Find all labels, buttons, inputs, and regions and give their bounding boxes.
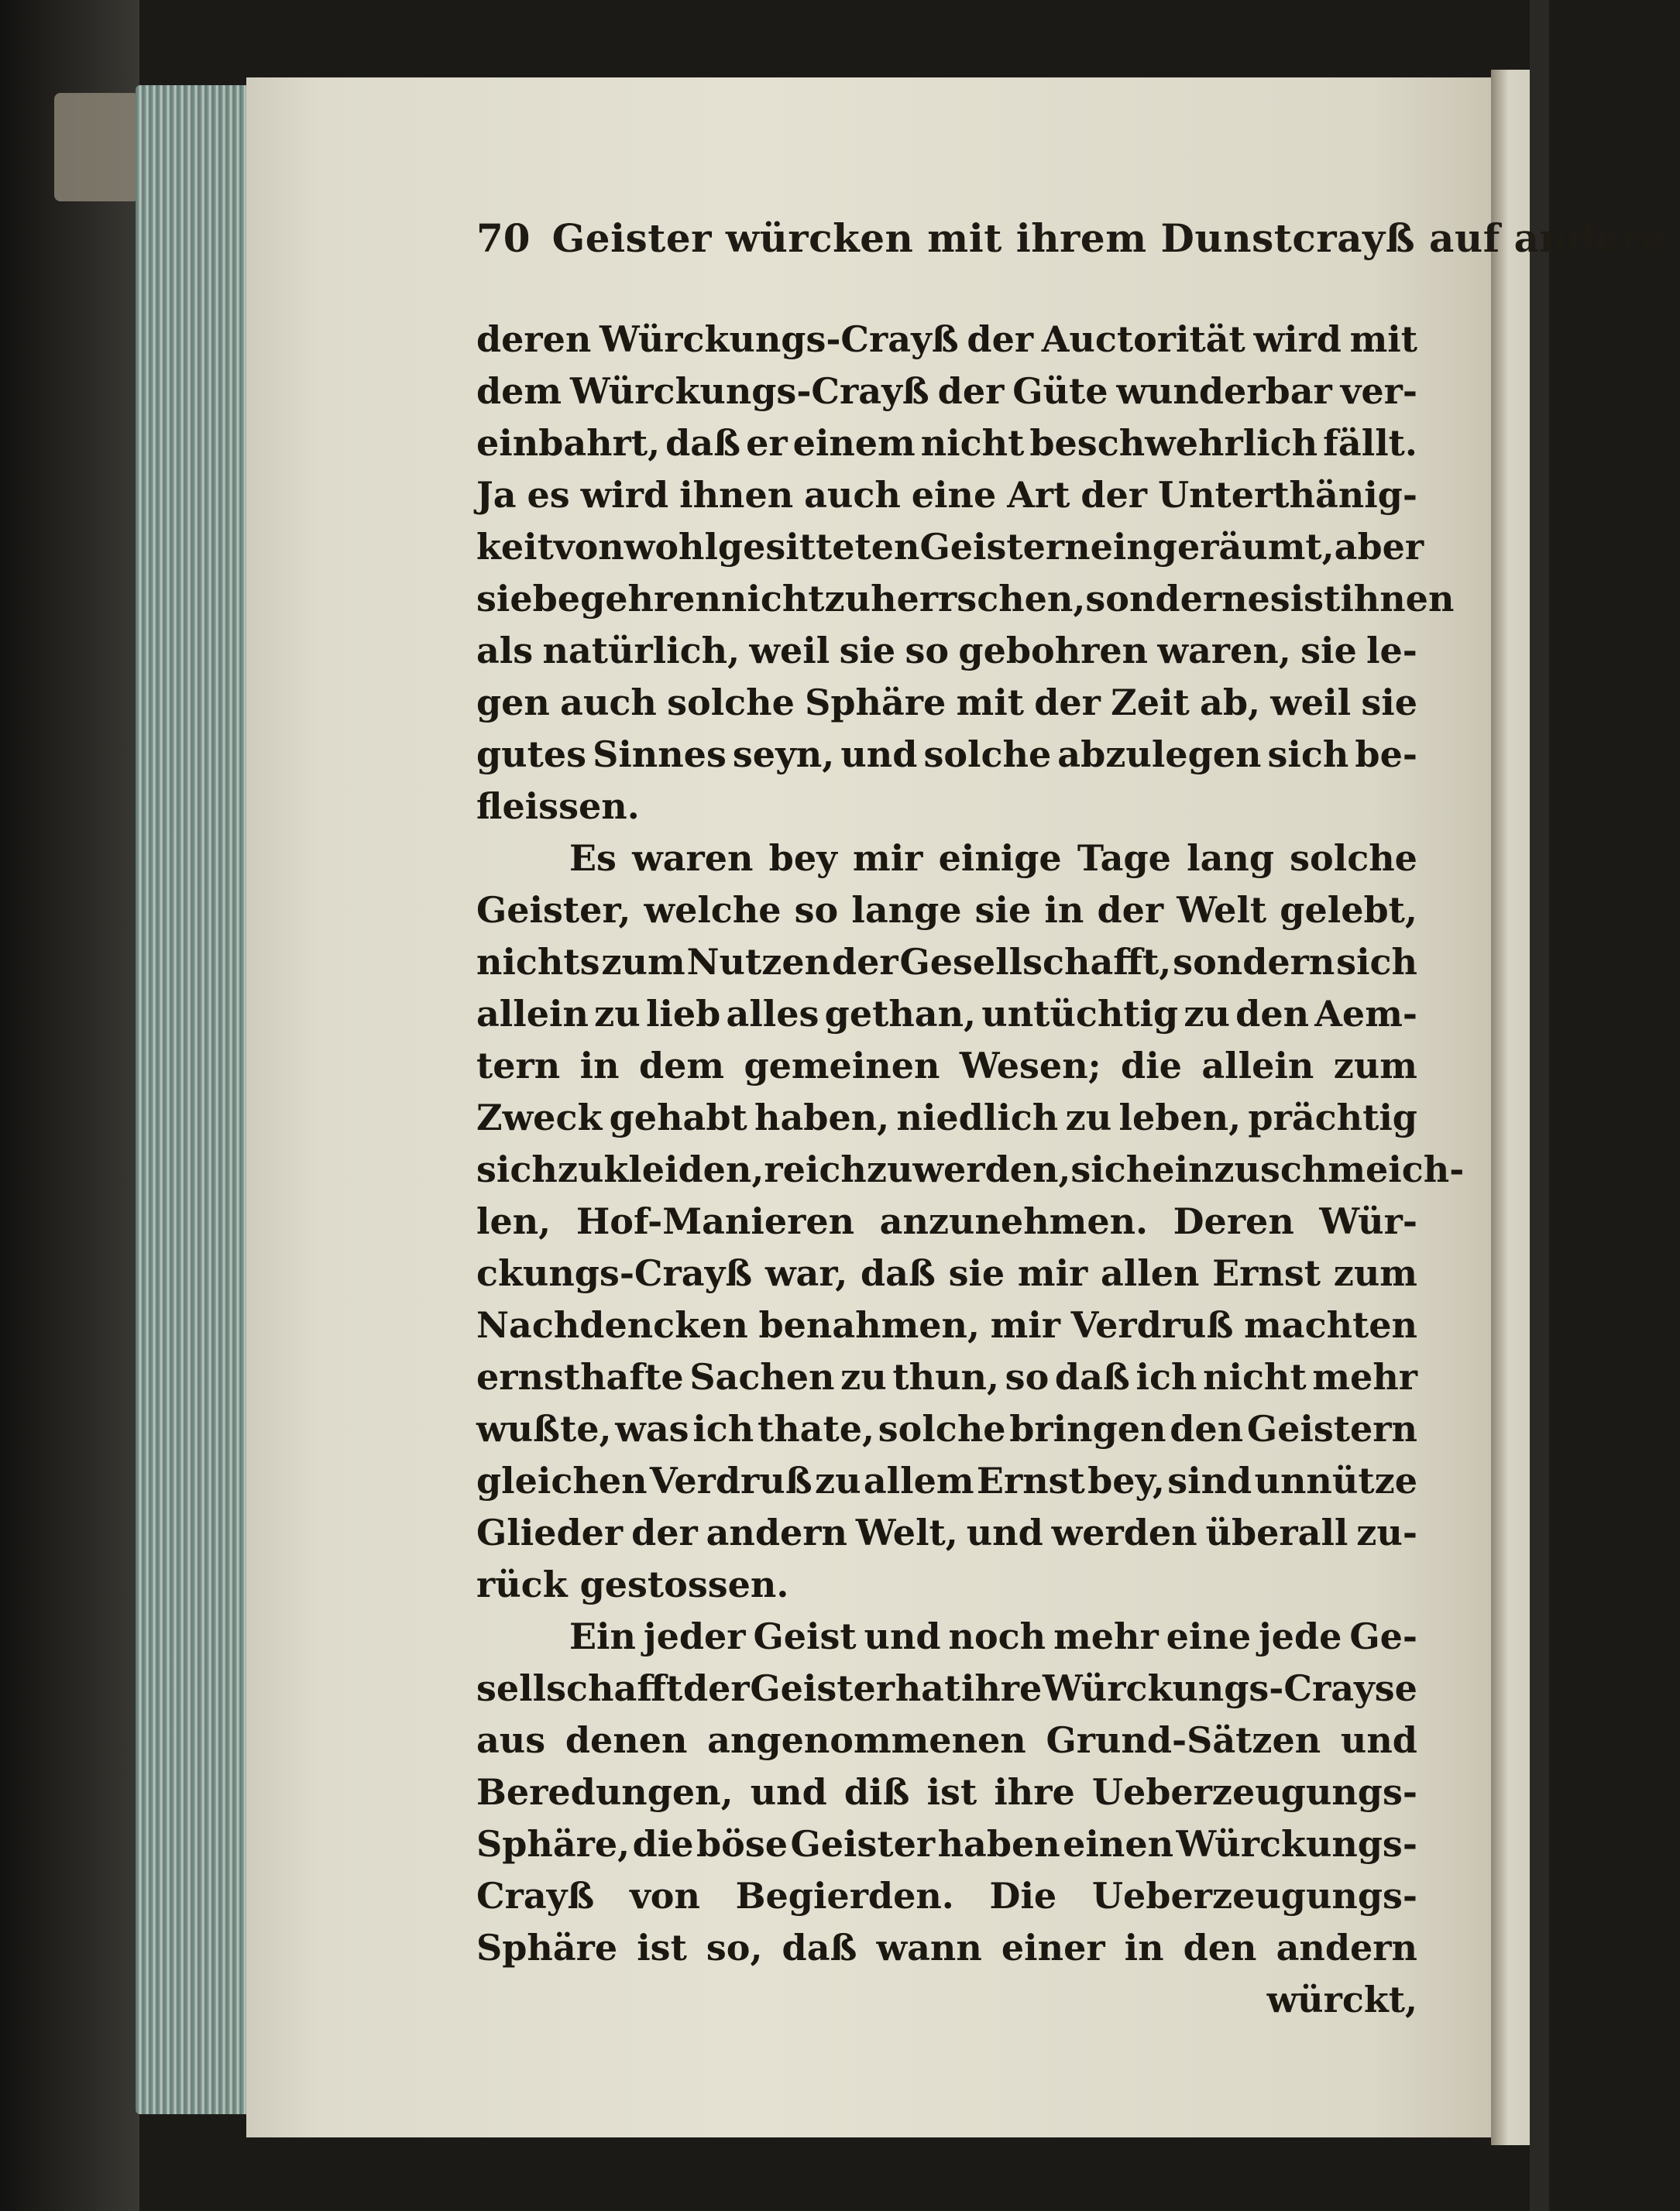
word: sich bbox=[1070, 1148, 1153, 1190]
word: wohlgesitteten bbox=[624, 526, 920, 568]
word: zu bbox=[1184, 993, 1230, 1035]
word: Die bbox=[989, 1875, 1057, 1917]
word: ich bbox=[1135, 1356, 1197, 1398]
word: so bbox=[905, 630, 950, 671]
word: ist bbox=[926, 1771, 977, 1813]
word: zu bbox=[824, 578, 871, 620]
word: fällt. bbox=[1323, 422, 1417, 464]
word: solche bbox=[878, 1408, 1006, 1450]
word: daß bbox=[782, 1927, 857, 1969]
word: thate, bbox=[757, 1408, 875, 1450]
word: fleissen. bbox=[476, 785, 640, 827]
word: Art bbox=[1007, 474, 1070, 516]
word: alles bbox=[726, 993, 819, 1035]
word: Geist bbox=[753, 1615, 857, 1657]
word: Wesen; bbox=[959, 1045, 1101, 1087]
word: sind bbox=[1167, 1460, 1252, 1502]
word: Hof-Manieren bbox=[575, 1200, 855, 1242]
word: abzulegen bbox=[1057, 733, 1262, 775]
word: lang bbox=[1187, 837, 1274, 879]
word: reich bbox=[764, 1148, 867, 1190]
word: solche bbox=[1290, 837, 1417, 879]
word: daß bbox=[1054, 1356, 1130, 1398]
word: die bbox=[632, 1823, 694, 1865]
page-number: 70 bbox=[476, 215, 531, 261]
word: rück bbox=[476, 1564, 580, 1605]
word: der bbox=[631, 1512, 698, 1554]
word: zu bbox=[1065, 1097, 1112, 1138]
word: deren bbox=[476, 318, 592, 360]
word: zu bbox=[557, 1148, 604, 1190]
text-line bbox=[476, 417, 1417, 469]
word: in bbox=[579, 1045, 620, 1087]
word: wußte, bbox=[476, 1408, 612, 1450]
word: machten bbox=[1244, 1304, 1417, 1346]
word: sich bbox=[1267, 733, 1349, 775]
word: allein bbox=[1201, 1045, 1314, 1087]
word: Geistern bbox=[919, 526, 1091, 568]
word: len, bbox=[476, 1200, 551, 1242]
word: allem bbox=[863, 1460, 974, 1502]
word: Ge- bbox=[1349, 1615, 1417, 1657]
word: allein bbox=[476, 993, 589, 1035]
word: gen bbox=[476, 681, 550, 723]
text-line bbox=[476, 366, 1417, 417]
text-line bbox=[476, 729, 1417, 781]
word: mir bbox=[990, 1304, 1061, 1346]
word: Begierden. bbox=[735, 1875, 954, 1917]
word: werden, bbox=[912, 1148, 1071, 1190]
word: weil bbox=[1270, 681, 1352, 723]
book-headband bbox=[54, 93, 139, 201]
word: Es bbox=[569, 837, 617, 879]
word: Welt bbox=[1177, 889, 1267, 931]
word: sie bbox=[1300, 630, 1357, 671]
word: Ernst bbox=[1212, 1252, 1321, 1294]
word: nicht bbox=[920, 422, 1025, 464]
book-cover bbox=[0, 0, 139, 2211]
word: jede bbox=[1259, 1615, 1342, 1657]
word: der bbox=[967, 318, 1034, 360]
word: ist bbox=[1290, 578, 1341, 620]
word: einer bbox=[1001, 1927, 1105, 1969]
word: der bbox=[682, 1667, 750, 1709]
word: einzuschmeich- bbox=[1152, 1148, 1465, 1190]
word: lange bbox=[851, 889, 962, 931]
word: ckungs-Crayß bbox=[476, 1252, 753, 1294]
word: gutes bbox=[476, 733, 587, 775]
word: sondern bbox=[1173, 941, 1335, 983]
text-line bbox=[476, 988, 1417, 1040]
word: sie bbox=[476, 578, 533, 620]
word: dem bbox=[476, 370, 562, 412]
word: gestossen. bbox=[579, 1564, 789, 1605]
word: gemeinen bbox=[744, 1045, 940, 1087]
word: überall bbox=[1205, 1512, 1348, 1554]
word: sie bbox=[974, 889, 1032, 931]
text-line bbox=[476, 1196, 1417, 1248]
word: der bbox=[1080, 474, 1147, 516]
word: einbahrt, bbox=[476, 422, 661, 464]
text-line bbox=[476, 1663, 1417, 1715]
word: welche bbox=[644, 889, 782, 931]
text-line bbox=[476, 1870, 1417, 1922]
word: böse bbox=[696, 1823, 788, 1865]
word: sich bbox=[476, 1148, 558, 1190]
word: dem bbox=[638, 1045, 725, 1087]
text-line bbox=[476, 573, 1455, 625]
word: thun, bbox=[892, 1356, 1000, 1398]
word: und bbox=[840, 733, 918, 775]
word: Verdruß bbox=[649, 1460, 813, 1502]
catchword bbox=[476, 1974, 1417, 2026]
word: Geister, bbox=[476, 889, 631, 931]
word: gethan, bbox=[824, 993, 977, 1035]
word: Wür- bbox=[1319, 1200, 1417, 1242]
word: eine bbox=[911, 474, 997, 516]
text-line bbox=[476, 1040, 1417, 1092]
word: gebohren bbox=[958, 630, 1149, 671]
word: ist bbox=[637, 1927, 687, 1969]
running-title: Geister würcken mit ihrem Dunstcrayß auf andere. bbox=[551, 215, 1680, 261]
word: sellschafft bbox=[476, 1667, 683, 1709]
text-line bbox=[476, 1715, 1417, 1766]
word: mehr bbox=[1312, 1356, 1417, 1398]
word: werden bbox=[1051, 1512, 1197, 1554]
word: mit bbox=[1349, 318, 1417, 360]
word: Sachen bbox=[689, 1356, 835, 1398]
word: wunderbar bbox=[1116, 370, 1332, 412]
word: Tage bbox=[1077, 837, 1171, 879]
text-line bbox=[476, 936, 1417, 988]
word: niedlich bbox=[896, 1097, 1059, 1138]
word: gleichen bbox=[476, 1460, 648, 1502]
word: ver- bbox=[1340, 370, 1417, 412]
word: haben, bbox=[754, 1097, 890, 1138]
word: und bbox=[750, 1771, 827, 1813]
word: Zweck bbox=[476, 1097, 603, 1138]
word: Grund-Sätzen bbox=[1046, 1719, 1321, 1761]
word: Nachdencken bbox=[476, 1304, 748, 1346]
word: Ein bbox=[569, 1615, 636, 1657]
word: eine bbox=[1166, 1615, 1252, 1657]
word: war, bbox=[764, 1252, 848, 1294]
word: Verdruß bbox=[1070, 1304, 1234, 1346]
catchword-text: würckt, bbox=[1266, 1979, 1417, 2020]
word: unnütze bbox=[1254, 1460, 1417, 1502]
word: so bbox=[1005, 1356, 1050, 1398]
word: sich bbox=[1336, 941, 1417, 983]
word: der bbox=[1097, 889, 1164, 931]
text-line bbox=[476, 625, 1417, 677]
word: leben, bbox=[1118, 1097, 1242, 1138]
word: daß bbox=[665, 422, 741, 464]
word: hat bbox=[895, 1667, 961, 1709]
word: es bbox=[527, 474, 570, 516]
word: mir bbox=[853, 837, 923, 879]
word: Deren bbox=[1173, 1200, 1294, 1242]
word: eingeräumt, bbox=[1090, 526, 1335, 568]
word: denen bbox=[565, 1719, 688, 1761]
word: es bbox=[1247, 578, 1290, 620]
text-line bbox=[476, 1144, 1465, 1196]
word: zum bbox=[1333, 1045, 1417, 1087]
word: Sphäre bbox=[805, 681, 947, 723]
word: solche bbox=[923, 733, 1052, 775]
word: auch bbox=[804, 474, 901, 516]
word: zum bbox=[1333, 1252, 1417, 1294]
word: solche bbox=[667, 681, 795, 723]
word: benahmen, bbox=[758, 1304, 980, 1346]
body-text bbox=[476, 314, 1465, 2026]
word: aber bbox=[1334, 526, 1424, 568]
text-line bbox=[476, 677, 1417, 729]
word: Ernst bbox=[976, 1460, 1085, 1502]
word: Sinnes bbox=[593, 733, 727, 775]
word: einem bbox=[792, 422, 916, 464]
text-line bbox=[476, 1403, 1417, 1455]
word: sondern bbox=[1085, 578, 1248, 620]
word: und bbox=[1340, 1719, 1417, 1761]
text-line bbox=[476, 1455, 1417, 1507]
text-line bbox=[476, 1611, 1417, 1663]
word: und bbox=[864, 1615, 941, 1657]
word: jeder bbox=[643, 1615, 746, 1657]
text-line bbox=[476, 521, 1424, 573]
word: Ja bbox=[476, 474, 517, 516]
word: Sphäre bbox=[476, 1927, 618, 1969]
word: andern bbox=[706, 1512, 847, 1554]
word: ernsthafte bbox=[476, 1356, 684, 1398]
word: Auctorität bbox=[1041, 318, 1245, 360]
word: be- bbox=[1355, 733, 1417, 775]
word: Geister bbox=[790, 1823, 936, 1865]
word: so, bbox=[706, 1927, 763, 1969]
word: den bbox=[1235, 993, 1310, 1035]
word: in bbox=[1044, 889, 1084, 931]
word: waren, bbox=[1157, 630, 1291, 671]
word: le- bbox=[1366, 630, 1417, 671]
word: bey, bbox=[1087, 1460, 1165, 1502]
word: nicht bbox=[720, 578, 825, 620]
word: seyn, bbox=[732, 733, 835, 775]
word: auch bbox=[560, 681, 657, 723]
word: und bbox=[966, 1512, 1043, 1554]
word: Geister bbox=[750, 1667, 895, 1709]
word: was bbox=[615, 1408, 689, 1450]
word: Güte bbox=[1012, 370, 1108, 412]
text-line bbox=[476, 833, 1417, 884]
text-line bbox=[476, 1248, 1417, 1299]
text-line bbox=[476, 1559, 1417, 1611]
word: zu- bbox=[1356, 1512, 1417, 1554]
word: sie bbox=[948, 1252, 1005, 1294]
word: Geistern bbox=[1246, 1408, 1417, 1450]
word: sie bbox=[839, 630, 896, 671]
word: von bbox=[630, 1875, 700, 1917]
word: diß bbox=[843, 1771, 910, 1813]
text-line bbox=[476, 1299, 1417, 1351]
word: in bbox=[1124, 1927, 1164, 1969]
word: der bbox=[937, 370, 1005, 412]
word: Nutzen bbox=[686, 941, 831, 983]
word: Ueberzeugungs- bbox=[1091, 1875, 1417, 1917]
word: mit bbox=[956, 681, 1024, 723]
word: nichts bbox=[476, 941, 600, 983]
text-line bbox=[476, 1922, 1417, 1974]
word: angenommenen bbox=[707, 1719, 1026, 1761]
word: zu bbox=[814, 1460, 861, 1502]
word: Zeit bbox=[1111, 681, 1190, 723]
word: tern bbox=[476, 1045, 561, 1087]
word: begehren bbox=[532, 578, 721, 620]
word: ihre bbox=[994, 1771, 1075, 1813]
text-line bbox=[476, 1351, 1417, 1403]
word: mir bbox=[1017, 1252, 1088, 1294]
word: Würckungs- bbox=[1176, 1823, 1417, 1865]
word: der bbox=[831, 941, 898, 983]
word: wird bbox=[580, 474, 669, 516]
word: ich bbox=[692, 1408, 754, 1450]
word: nicht bbox=[1203, 1356, 1307, 1398]
word: allen bbox=[1100, 1252, 1200, 1294]
text-line bbox=[476, 884, 1417, 936]
page-header bbox=[476, 215, 1680, 270]
word: anzunehmen. bbox=[879, 1200, 1149, 1242]
word: Glieder bbox=[476, 1512, 624, 1554]
word: natürlich, bbox=[542, 630, 740, 671]
word: gehabt bbox=[609, 1097, 747, 1138]
word: den bbox=[1183, 1927, 1257, 1969]
text-line bbox=[476, 1092, 1417, 1144]
word: Würckungs-Crayse bbox=[1043, 1667, 1417, 1709]
word: zu bbox=[866, 1148, 913, 1190]
word: Beredungen, bbox=[476, 1771, 733, 1813]
text-line bbox=[476, 1818, 1417, 1870]
text-line bbox=[476, 469, 1417, 521]
text-line bbox=[476, 314, 1417, 366]
word: daß bbox=[860, 1252, 936, 1294]
word: so bbox=[794, 889, 839, 931]
word: ihre bbox=[960, 1667, 1043, 1709]
word: haben bbox=[937, 1823, 1060, 1865]
word: Gesellschafft, bbox=[899, 941, 1172, 983]
word: kleiden, bbox=[603, 1148, 764, 1190]
word: wird bbox=[1253, 318, 1342, 360]
word: gelebt, bbox=[1280, 889, 1417, 931]
word: Welt, bbox=[855, 1512, 958, 1554]
text-line bbox=[476, 781, 1417, 833]
word: wann bbox=[876, 1927, 982, 1969]
word: prächtig bbox=[1248, 1097, 1417, 1138]
word: Ueberzeugungs- bbox=[1091, 1771, 1417, 1813]
text-line bbox=[476, 1766, 1417, 1818]
text-line bbox=[476, 1507, 1417, 1559]
page-edges bbox=[136, 85, 252, 2114]
word: bey bbox=[768, 837, 837, 879]
word: herrschen, bbox=[871, 578, 1086, 620]
word: bringen bbox=[1009, 1408, 1166, 1450]
word: Crayß bbox=[476, 1875, 595, 1917]
word: Würckungs-Crayß bbox=[600, 318, 959, 360]
word: zu bbox=[594, 993, 641, 1035]
word: Würckungs-Crayß bbox=[570, 370, 929, 412]
word: ab, bbox=[1200, 681, 1260, 723]
word: keit bbox=[476, 526, 554, 568]
word: weil bbox=[749, 630, 830, 671]
word: ihnen bbox=[1340, 578, 1455, 620]
scan-border bbox=[1530, 0, 1549, 2211]
word: untüchtig bbox=[981, 993, 1179, 1035]
word: beschwehrlich bbox=[1029, 422, 1318, 464]
word: waren bbox=[632, 837, 754, 879]
word: ihnen bbox=[679, 474, 794, 516]
word: der bbox=[1034, 681, 1101, 723]
word: zu bbox=[840, 1356, 887, 1398]
word: noch bbox=[948, 1615, 1046, 1657]
word: einen bbox=[1063, 1823, 1174, 1865]
word: einige bbox=[938, 837, 1062, 879]
word: lieb bbox=[645, 993, 721, 1035]
word: sie bbox=[1361, 681, 1417, 723]
word: Unterthänig- bbox=[1157, 474, 1417, 516]
word: den bbox=[1170, 1408, 1244, 1450]
word: zum bbox=[601, 941, 685, 983]
word: er bbox=[746, 422, 788, 464]
word: mehr bbox=[1053, 1615, 1159, 1657]
word: die bbox=[1121, 1045, 1182, 1087]
word: andern bbox=[1276, 1927, 1417, 1969]
word: Sphäre, bbox=[476, 1823, 630, 1865]
word: von bbox=[553, 526, 624, 568]
word: als bbox=[476, 630, 534, 671]
word: aus bbox=[476, 1719, 546, 1761]
word: Aem- bbox=[1314, 993, 1417, 1035]
